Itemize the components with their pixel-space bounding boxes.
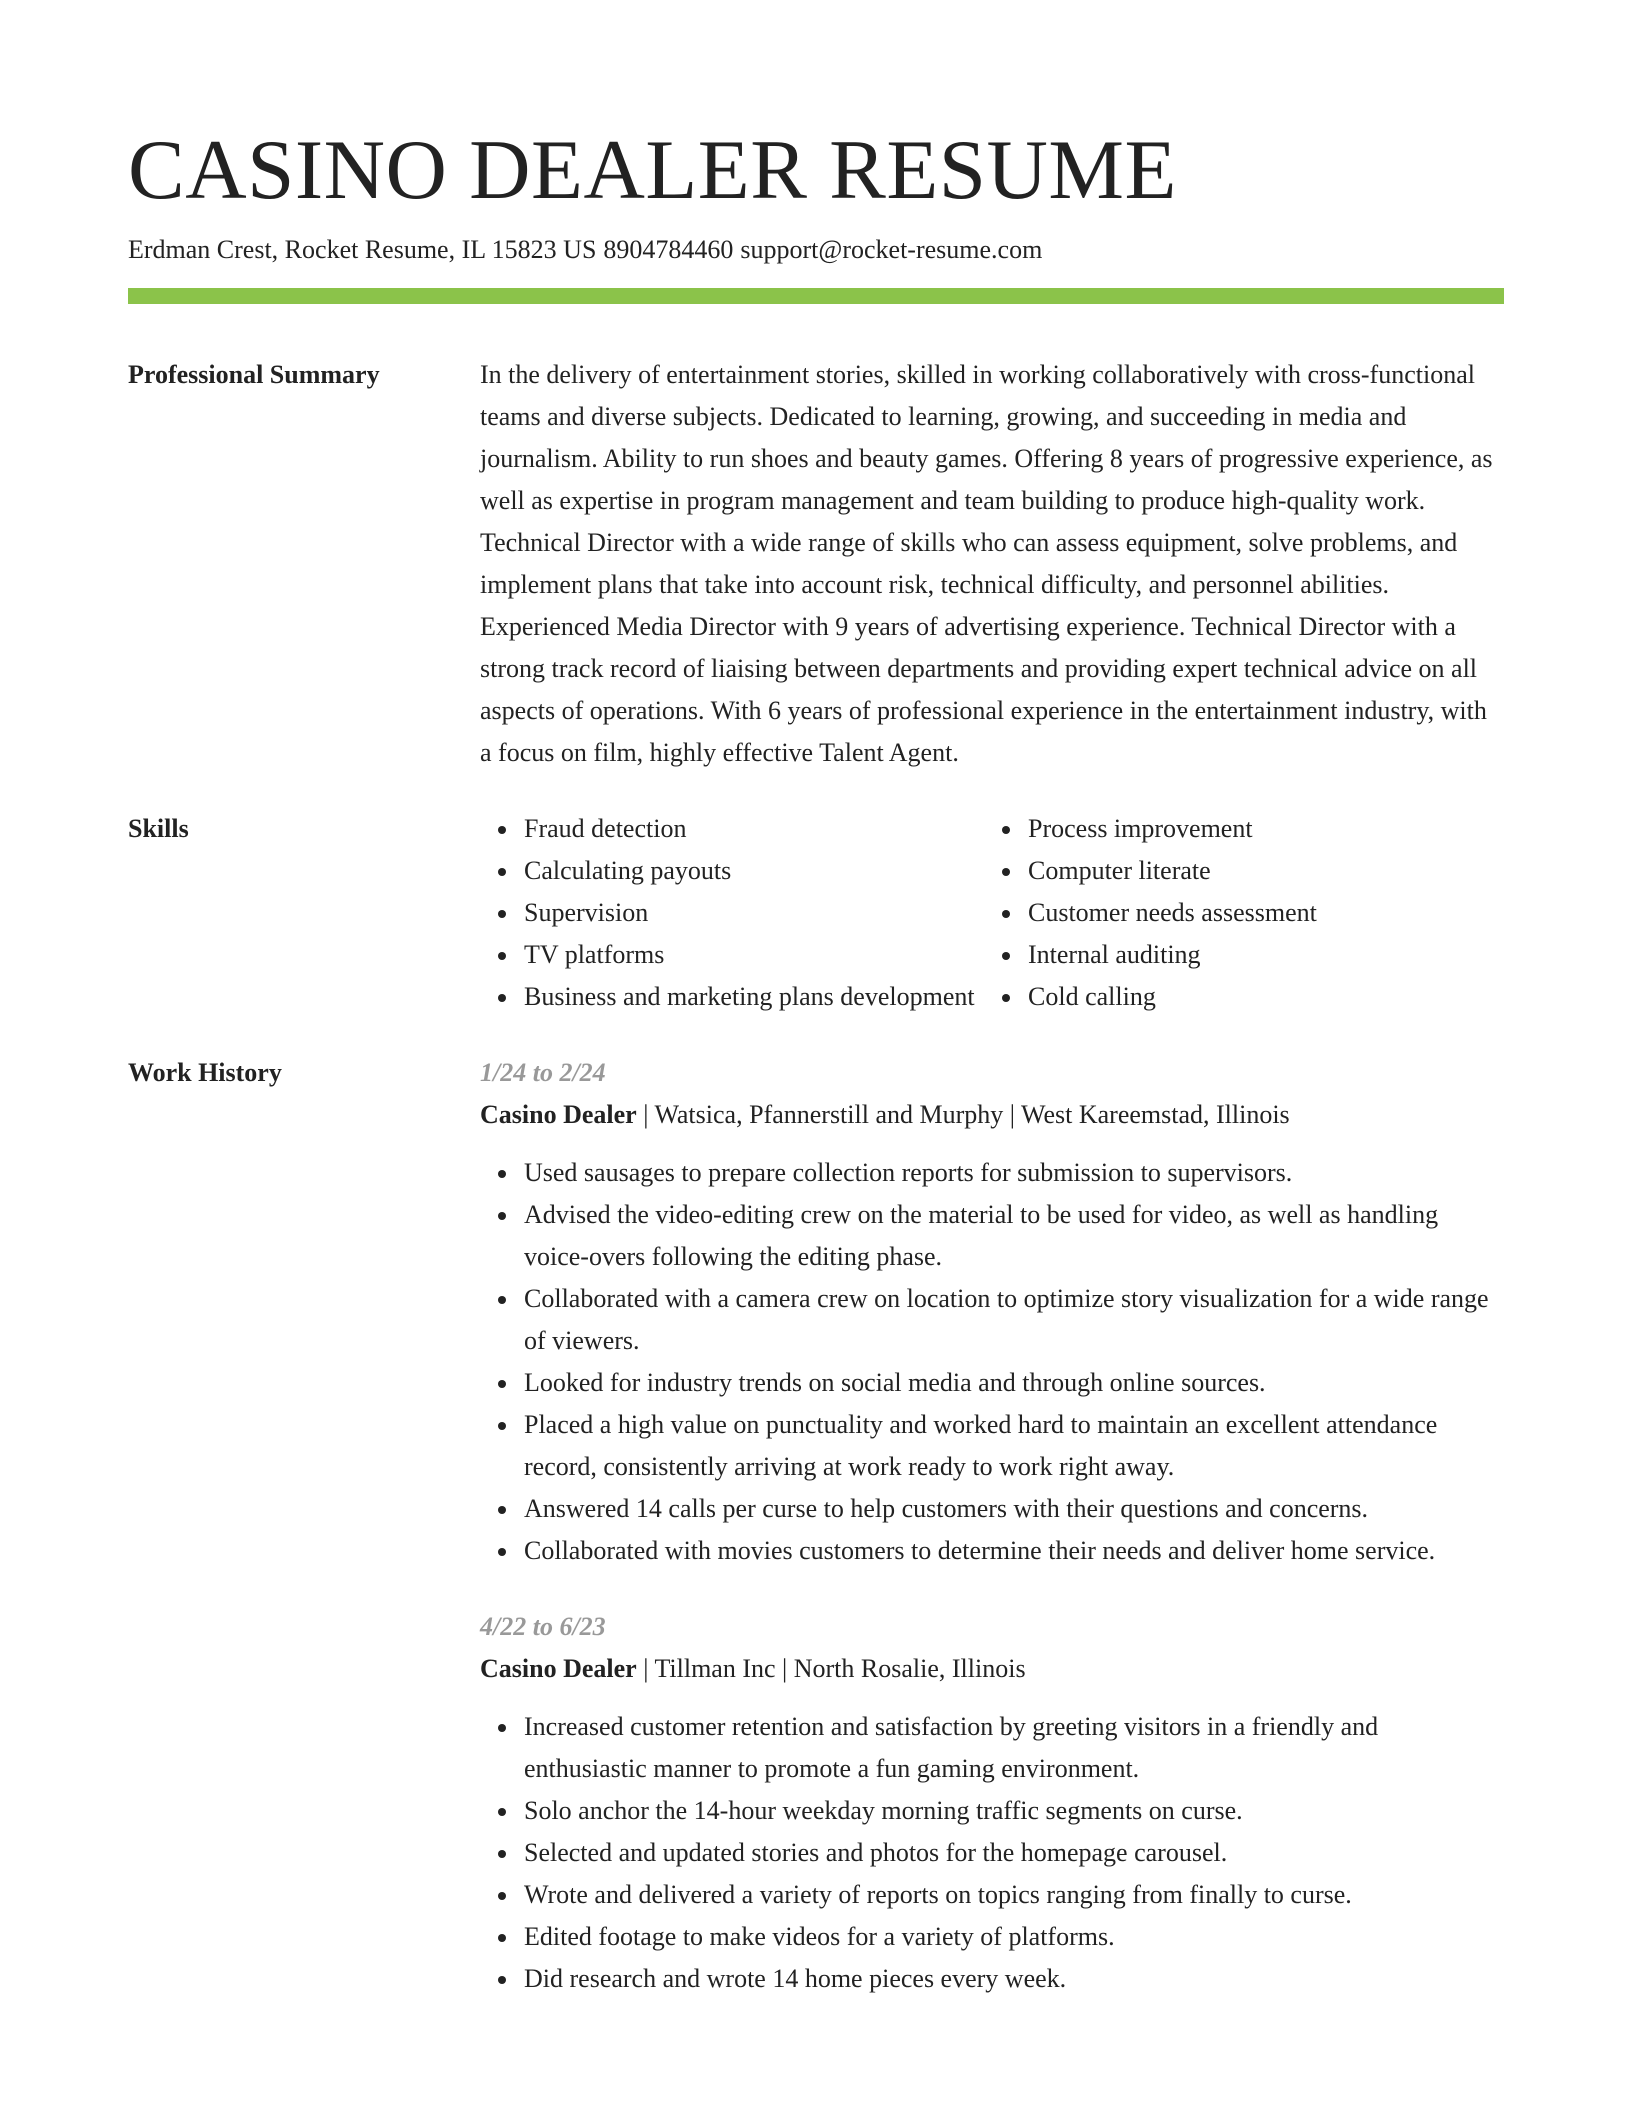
job-bullets	[480, 1706, 1504, 2000]
job-bullet: Used sausages to prepare collection reports for submission to supervisors.	[524, 1152, 1504, 1194]
job-company: | Watsica, Pfannerstill and Murphy | West Kareemstad, Illinois	[636, 1100, 1290, 1129]
job-bullet: Advised the video-editing crew on the material to be used for video, as well as handling voice-overs following the editing phase.	[524, 1194, 1504, 1278]
contact-phone: 8904784460	[603, 235, 734, 264]
skills-section	[128, 808, 1504, 1018]
accent-divider	[128, 288, 1504, 304]
job-bullet: Solo anchor the 14-hour weekday morning traffic segments on curse.	[524, 1790, 1504, 1832]
job-bullet: Selected and updated stories and photos for the homepage carousel.	[524, 1832, 1504, 1874]
job-role: Casino Dealer	[480, 1654, 637, 1683]
skill-item: Computer literate	[1028, 850, 1488, 892]
job-bullet: Answered 14 calls per curse to help customers with their questions and concerns.	[524, 1488, 1504, 1530]
job-entry	[480, 1052, 1504, 1572]
job-bullet: Edited footage to make videos for a variety of platforms.	[524, 1916, 1504, 1958]
contact-email: support@rocket-resume.com	[740, 235, 1043, 264]
job-bullet: Collaborated with a camera crew on location to optimize story visualization for a wide range of viewers.	[524, 1278, 1504, 1362]
skills-heading: Skills	[128, 814, 189, 843]
resume-title: CASINO DEALER RESUME	[128, 123, 1177, 217]
job-bullet: Looked for industry trends on social media and through online sources.	[524, 1362, 1504, 1404]
skill-item: Cold calling	[1028, 976, 1488, 1018]
job-header	[480, 1648, 1504, 1690]
skill-item: Customer needs assessment	[1028, 892, 1488, 934]
contact-address: Erdman Crest, Rocket Resume, IL 15823 US	[128, 235, 597, 264]
skills-list-right	[984, 808, 1488, 1018]
skill-item: Fraud detection	[524, 808, 984, 850]
job-bullet: Increased customer retention and satisfaction by greeting visitors in a friendly and enthusiastic manner to promote a fun gaming environment.	[524, 1706, 1504, 1790]
resume-page	[128, 118, 1504, 2000]
skill-item: Supervision	[524, 892, 984, 934]
summary-section	[128, 354, 1504, 774]
work-history-section	[128, 1052, 1504, 2000]
skill-item: Calculating payouts	[524, 850, 984, 892]
job-bullet: Collaborated with movies customers to determine their needs and deliver home service.	[524, 1530, 1504, 1572]
job-dates: 1/24 to 2/24	[480, 1058, 606, 1087]
skill-item: Business and marketing plans development	[524, 976, 984, 1018]
job-bullet: Wrote and delivered a variety of reports on topics ranging from finally to curse.	[524, 1874, 1504, 1916]
job-role: Casino Dealer	[480, 1100, 637, 1129]
job-dates: 4/22 to 6/23	[480, 1612, 606, 1641]
job-bullet: Did research and wrote 14 home pieces every week.	[524, 1958, 1504, 2000]
job-header	[480, 1094, 1504, 1136]
skill-item: TV platforms	[524, 934, 984, 976]
skills-list-left	[480, 808, 984, 1018]
job-bullet: Placed a high value on punctuality and worked hard to maintain an excellent attendance record, consistently arriving at work ready to work right away.	[524, 1404, 1504, 1488]
summary-text: In the delivery of entertainment stories, skilled in working collaboratively with cross-functional teams and diverse subjects. Dedicated to learning, growing, and succeeding in media and journalism. Ability to run shoes and beauty games. Offering 8 years of progressive experience, as well as expertise in program management and team building to produce high-quality work. Technical Director with a wide range of skills who can assess equipment, solve problems, and implement plans that take into account risk, technical difficulty, and personnel abilities. Experienced Media Director with 9 years of advertising experience. Technical Director with a strong track record of liaising between departments and providing expert technical advice on all aspects of operations. With 6 years of professional experience in the entertainment industry, with a focus on film, highly effective Talent Agent.	[480, 360, 1493, 767]
job-entry	[480, 1606, 1504, 2000]
summary-heading: Professional Summary	[128, 360, 380, 389]
contact-line	[128, 232, 1504, 268]
job-company: | Tillman Inc | North Rosalie, Illinois	[636, 1654, 1026, 1683]
job-bullets	[480, 1152, 1504, 1572]
skill-item: Process improvement	[1028, 808, 1488, 850]
skill-item: Internal auditing	[1028, 934, 1488, 976]
work-history-heading: Work History	[128, 1058, 282, 1087]
